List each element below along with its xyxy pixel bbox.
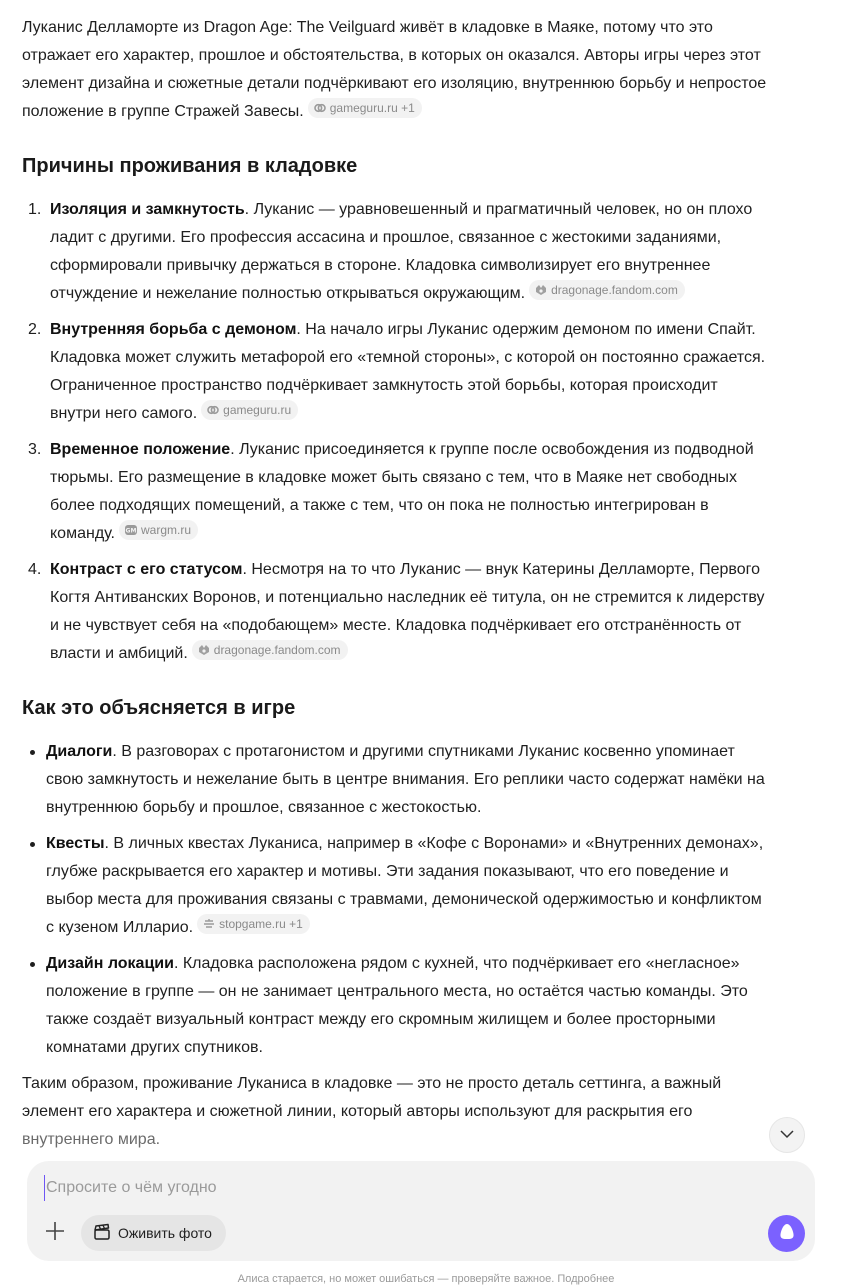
section-heading-in-game: Как это объясняется в игре <box>22 697 296 719</box>
prompt-input[interactable] <box>44 1175 744 1201</box>
bullet <box>30 750 35 755</box>
list-item <box>22 556 767 668</box>
disclaimer <box>0 1272 852 1286</box>
conclusion-tail: внутреннего мира. <box>22 1131 161 1148</box>
animate-photo-label: Оживить фото <box>118 1225 212 1241</box>
chevron-down-icon <box>779 1126 795 1144</box>
gameguru-icon <box>207 404 219 416</box>
source-chip[interactable] <box>197 914 310 934</box>
item-title: Диалоги <box>46 743 113 760</box>
explanation-list <box>22 738 767 1062</box>
item-text: . На начало игры Луканис одержим демоном по имени Спайт. Кладовка может служить метафорой его «темной стороны», с которой он постоянно сражается. Ограниченное пространство подчёркивает замкнутость этой борьбы, которая происходит внутри него самого. <box>50 321 766 422</box>
item-title: Изоляция и замкнутость <box>50 201 245 218</box>
bullet <box>30 842 35 847</box>
source-label: gameguru.ru +1 <box>329 101 415 115</box>
gameguru-icon <box>314 102 326 114</box>
source-label: dragonage.fandom.com <box>551 283 678 297</box>
item-title: Контраст с его статусом <box>50 561 243 578</box>
source-chip[interactable] <box>201 400 298 420</box>
item-title: Квесты <box>46 835 105 852</box>
source-chip[interactable] <box>308 98 422 118</box>
animate-photo-button[interactable] <box>81 1215 226 1251</box>
bullet <box>30 962 35 967</box>
fandom-icon <box>535 284 547 296</box>
intro-paragraph <box>22 14 767 126</box>
source-label: stopgame.ru +1 <box>219 917 303 931</box>
item-text: . Несмотря на то что Луканис — внук Катерины Делламорте, Первого Когтя Антиванских Воронов, и потенциально наследник её титула, он не стремится к лидерству и не чувствует себя на «подобающем» месте. Кладовка подчёркивает его отстранённость от власти и амбиций. <box>50 561 765 662</box>
stopgame-icon <box>203 918 215 930</box>
intro-text: Луканис Делламорте из Dragon Age: The Veilguard живёт в кладовке в Маяке, потому что это отражает его характер, прошлое и обстоятельства, в которых он оказался. Авторы игры через этот элемент дизайна и сюжетные детали подчёркивают его изоляцию, внутреннюю борьбу и непростое положение в группе Стражей Завесы. <box>22 19 767 120</box>
item-title: Временное положение <box>50 441 231 458</box>
source-label: wargm.ru <box>141 523 192 537</box>
item-text: . Луканис присоединяется к группе после освобождения из подводной тюрьмы. Его размещение в кладовке может быть связано с тем, что в Маяке нет свободных более подходящих помещений, а также с тем, что он пока не полностью интегрирован в команду. <box>50 441 754 542</box>
item-text: . В личных квестах Луканиса, например в «Кофе с Воронами» и «Внутренних демонах», глубже раскрывается его характер и мотивы. Эти задания показывают, что его поведение и выбор места для проживания связаны с травмами, демонической одержимостью и конфликтом с кузеном Илларио. <box>46 835 764 936</box>
list-item <box>22 738 767 822</box>
list-number: 2. <box>28 321 42 338</box>
more-link[interactable]: Подробнее <box>557 1273 615 1285</box>
attach-button[interactable] <box>42 1220 68 1246</box>
item-title: Внутренняя борьба с демоном <box>50 321 297 338</box>
list-item <box>22 196 767 308</box>
disclaimer-text: Алиса старается, но может ошибаться — проверяйте важное. <box>237 1273 555 1285</box>
source-chip[interactable] <box>119 520 198 540</box>
source-chip[interactable] <box>192 640 348 660</box>
plus-icon <box>44 1220 66 1247</box>
list-item <box>22 436 767 548</box>
scroll-down-button[interactable] <box>769 1117 805 1153</box>
svg-text:GM: GM <box>125 527 137 535</box>
section-heading-reasons: Причины проживания в кладовке <box>22 155 358 177</box>
wargm-icon <box>125 524 137 536</box>
list-number: 1. <box>28 201 42 218</box>
item-text: . В разговорах с протагонистом и другими спутниками Луканис косвенно упоминает свою замкнутость и нежелание быть в центре внимания. Его реплики часто содержат намёки на внутреннюю борьбу и прошлое, связанное с жестокостью. <box>46 743 765 816</box>
item-title: Дизайн локации <box>46 955 174 972</box>
source-label: dragonage.fandom.com <box>213 643 341 657</box>
conclusion-paragraph <box>22 1070 767 1154</box>
reasons-list <box>22 196 767 668</box>
item-text: . Луканис — уравновешенный и прагматичный человек, но он плохо ладит с другими. Его профессия ассасина и прошлое, связанное с жестокими заданиями, сформировали привычку держаться в стороне. Кладовка символизирует его внутреннее отчуждение и нежелание полностью открываться окружающим. <box>50 201 753 302</box>
clapperboard-icon <box>93 1223 111 1244</box>
alice-icon <box>776 1220 798 1247</box>
alice-voice-button[interactable] <box>768 1215 805 1252</box>
list-number: 4. <box>28 561 42 578</box>
list-number: 3. <box>28 441 42 458</box>
answer-content <box>22 14 767 1154</box>
source-chip[interactable] <box>529 280 685 300</box>
item-text: . Кладовка расположена рядом с кухней, что подчёркивает его «негласное» положение в группе — он не занимает центрального места, но остаётся частью команды. Это также создаёт визуальный контраст между его скромным жилищем и более просторными комнатами других спутников. <box>46 955 748 1056</box>
conclusion-text: Таким образом, проживание Луканиса в кладовке — это не просто деталь сеттинга, а важный элемент его характера и сюжетной линии, который авторы используют для раскрытия его <box>22 1075 722 1120</box>
source-label: gameguru.ru <box>223 403 292 417</box>
list-item <box>22 316 767 428</box>
list-item <box>22 830 767 942</box>
list-item <box>22 950 767 1062</box>
fandom-icon <box>198 644 210 656</box>
